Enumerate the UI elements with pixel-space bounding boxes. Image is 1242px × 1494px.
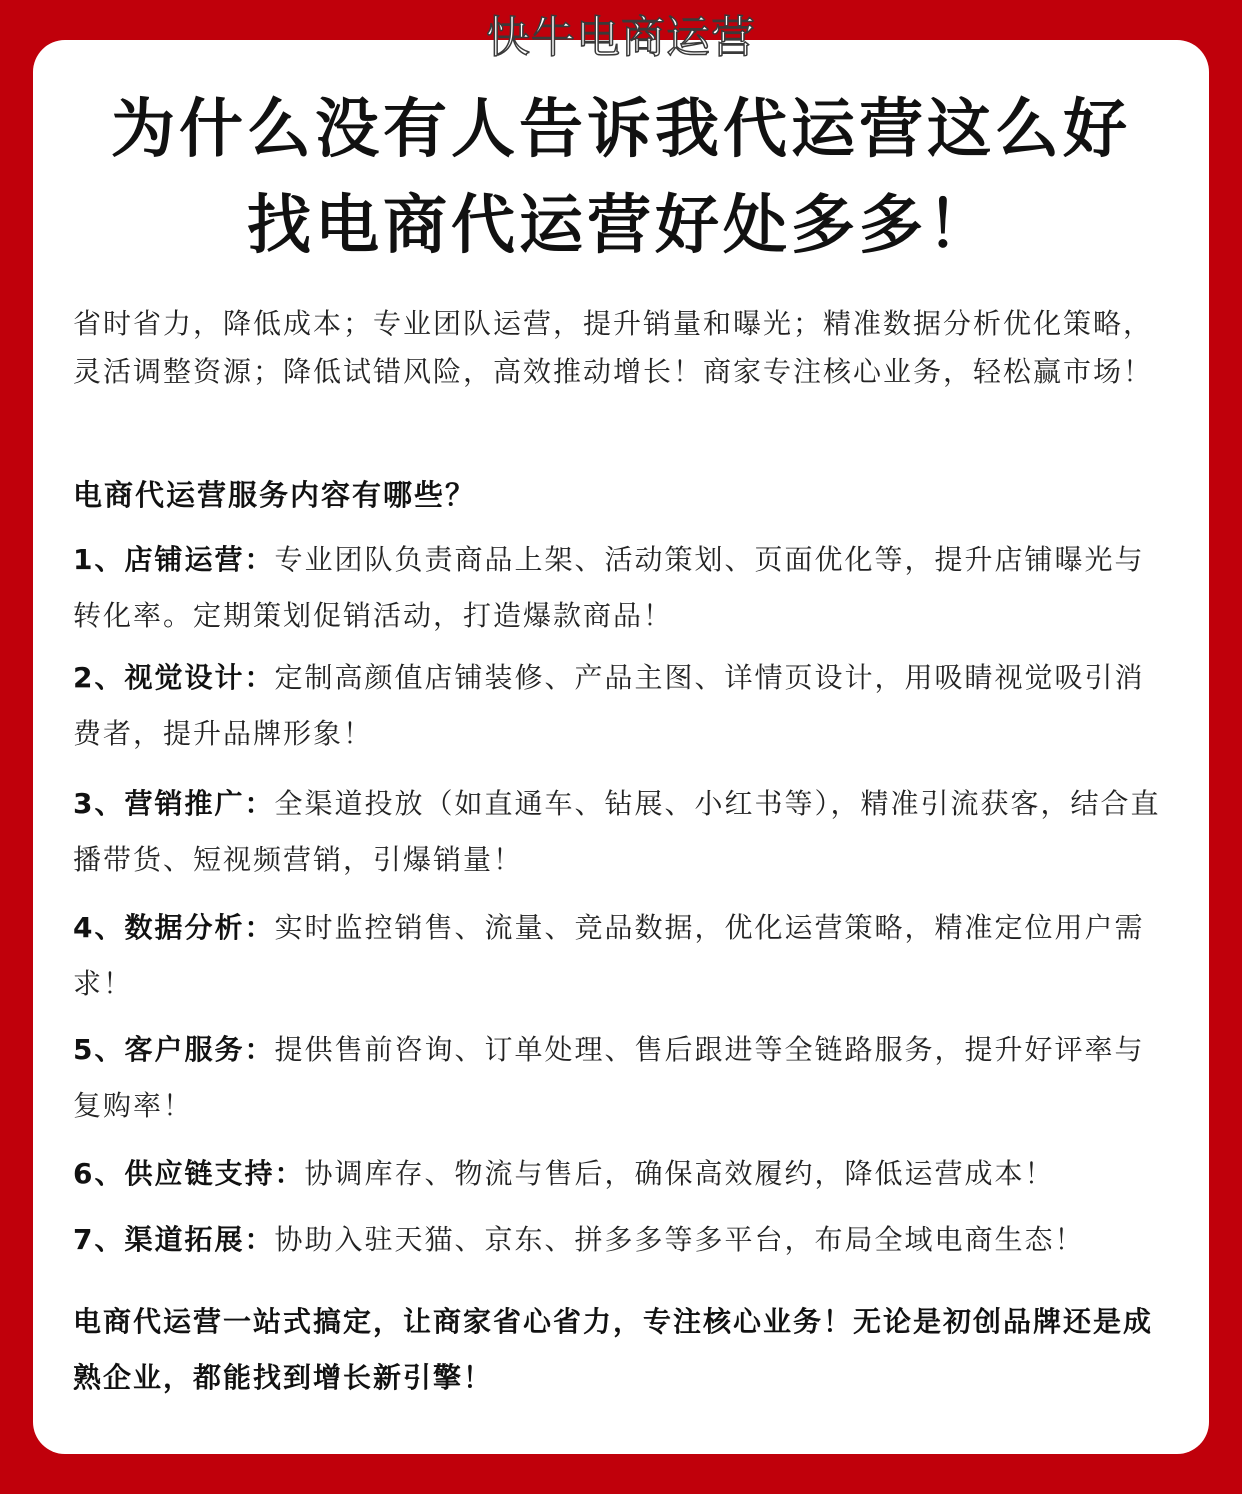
service-item-label: 6、供应链支持： <box>73 1157 305 1190</box>
headline-line-1: 为什么没有人告诉我代运营这么好 <box>111 93 1131 167</box>
service-item-visual-design <box>73 650 1173 762</box>
conclusion-paragraph: 电商代运营一站式搞定，让商家省心省力，专注核心业务！无论是初创品牌还是成熟企业，都能找到增长新引擎！ <box>73 1305 1154 1394</box>
service-item-label: 4、数据分析： <box>73 911 275 944</box>
service-item-text: 协调库存、物流与售后，确保高效履约，降低运营成本！ <box>304 1157 1055 1190</box>
service-item-supply-chain <box>73 1146 1173 1202</box>
content-card <box>33 40 1209 1454</box>
brand-watermark: 快牛电商运营 <box>486 12 756 63</box>
service-item-label: 1、店铺运营： <box>73 543 275 576</box>
service-item-store-operation <box>73 532 1173 644</box>
headline-line-2: 找电商代运营好处多多！ <box>247 189 995 263</box>
service-item-text: 全渠道投放（如直通车、钻展、小红书等），精准引流获客，结合直播带货、短视频营销，引爆销量！ <box>73 787 1161 876</box>
service-item-text: 定制高颜值店铺装修、产品主图、详情页设计，用吸睛视觉吸引消费者，提升品牌形象！ <box>73 661 1145 750</box>
service-item-label: 7、渠道拓展： <box>73 1223 275 1256</box>
service-item-label: 3、营销推广： <box>73 787 275 820</box>
service-item-label: 2、视觉设计： <box>73 661 275 694</box>
service-item-customer-service <box>73 1022 1173 1134</box>
service-item-marketing <box>73 776 1173 888</box>
service-item-text: 协助入驻天猫、京东、拼多多等多平台，布局全域电商生态！ <box>274 1223 1085 1256</box>
intro-paragraph: 省时省力，降低成本；专业团队运营，提升销量和曝光；精准数据分析优化策略，灵活调整资源；降低试错风险，高效推动增长！商家专注核心业务，轻松赢市场！ <box>73 307 1154 388</box>
service-item-data-analysis <box>73 900 1173 1012</box>
service-item-text: 实时监控销售、流量、竞品数据，优化运营策略，精准定位用户需求！ <box>73 911 1145 1000</box>
section-title: 电商代运营服务内容有哪些？ <box>73 478 477 512</box>
service-item-label: 5、客户服务： <box>73 1033 275 1066</box>
service-item-text: 提供售前咨询、订单处理、售后跟进等全链路服务，提升好评率与复购率！ <box>73 1033 1145 1122</box>
service-item-channel-expansion <box>73 1212 1173 1268</box>
service-item-text: 专业团队负责商品上架、活动策划、页面优化等，提升店铺曝光与转化率。定期策划促销活动，打造爆款商品！ <box>73 543 1145 632</box>
